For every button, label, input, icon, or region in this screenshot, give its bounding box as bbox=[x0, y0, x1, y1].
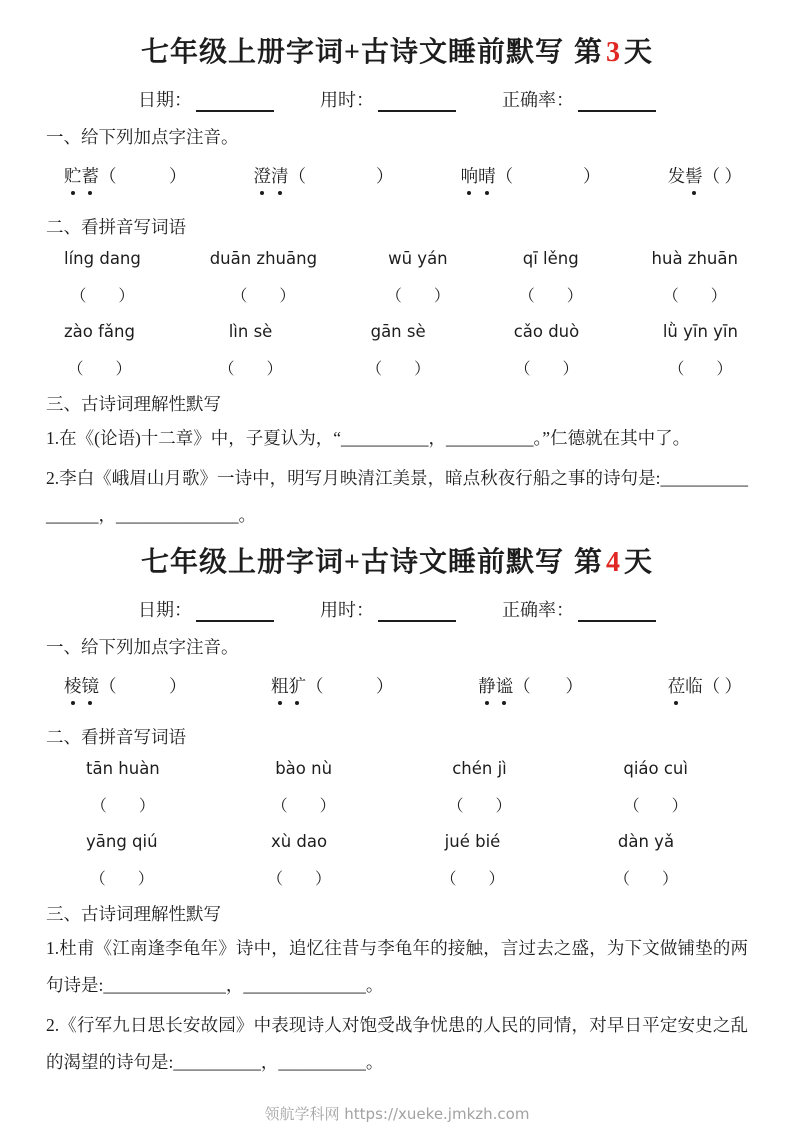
answer-paren: （ ） bbox=[267, 871, 332, 888]
footer-watermark: 领航学科网 https://xueke.jmkzh.com bbox=[264, 1105, 530, 1123]
pinyin-cell bbox=[441, 832, 505, 889]
day3-title-pre: 第 bbox=[573, 37, 603, 68]
day4-section1-heading: 一、给下列加点字注音。 bbox=[46, 637, 239, 657]
accuracy-blank bbox=[578, 90, 656, 112]
answer-paren: （ ） bbox=[440, 871, 505, 888]
day4-section2-heading: 二、看拼音写词语 bbox=[46, 727, 186, 747]
pinyin-text: lìn sè bbox=[228, 322, 273, 341]
date-label: 日期： bbox=[138, 90, 192, 110]
day4-title bbox=[46, 540, 748, 580]
word-char: 响 bbox=[461, 163, 479, 188]
answer-paren: （ ） bbox=[218, 361, 283, 378]
day4-number: 4 bbox=[605, 547, 621, 578]
accuracy-label: 正确率： bbox=[502, 600, 574, 620]
answer-paren: （ ） bbox=[366, 361, 431, 378]
day3-meta-accuracy bbox=[502, 86, 656, 112]
day4-title-pre: 第 bbox=[573, 547, 603, 578]
day4-pinyin-row2 bbox=[46, 818, 748, 891]
word-char: 谧 bbox=[496, 673, 514, 698]
answer-paren: （ ） bbox=[702, 676, 742, 696]
time-blank bbox=[378, 90, 456, 112]
pinyin-text: cǎo duò bbox=[513, 322, 580, 341]
time-blank bbox=[378, 600, 456, 622]
pinyin-text: dàn yǎ bbox=[617, 832, 675, 851]
word-item bbox=[478, 673, 583, 698]
word-char: 粗 bbox=[271, 673, 289, 698]
day4-question-1: 1.杜甫《江南逢李龟年》诗中，追忆往昔与李龟年的接触，言过去之盛，为下文做铺垫的两句诗是:______________，______________。 bbox=[46, 938, 748, 995]
word-char: 临 bbox=[685, 676, 703, 696]
day3-question-2: 2.李白《峨眉山月歌》一诗中，明写月映清江美景，暗点秋夜行船之事的诗句是:________________，______________。 bbox=[46, 468, 748, 525]
date-blank bbox=[196, 90, 274, 112]
answer-paren: （ ） bbox=[99, 166, 187, 186]
day4-title-post: 天 bbox=[623, 547, 653, 578]
pinyin-text: jué bié bbox=[444, 832, 501, 851]
accuracy-label: 正确率： bbox=[502, 90, 574, 110]
pinyin-cell bbox=[64, 322, 135, 379]
word-char: 犷 bbox=[289, 673, 307, 698]
day3-section1-heading: 一、给下列加点字注音。 bbox=[46, 127, 239, 147]
day4-meta-time bbox=[320, 596, 456, 622]
pinyin-cell bbox=[272, 759, 336, 816]
day4-meta-accuracy bbox=[502, 596, 656, 622]
pinyin-cell bbox=[514, 322, 580, 379]
answer-paren: （ ） bbox=[518, 288, 583, 305]
day4-meta-date bbox=[138, 596, 274, 622]
answer-paren: （ ） bbox=[702, 166, 742, 186]
word-item bbox=[64, 163, 187, 188]
pinyin-cell bbox=[366, 322, 430, 379]
pinyin-text: gān sè bbox=[370, 322, 426, 341]
day4-pinyin-row1 bbox=[46, 753, 748, 818]
answer-paren: （ ） bbox=[67, 361, 132, 378]
answer-paren: （ ） bbox=[447, 798, 512, 815]
pinyin-text: duān zhuāng bbox=[209, 249, 318, 268]
word-item bbox=[461, 163, 601, 188]
date-blank bbox=[196, 600, 274, 622]
day3-question-1: 1.在《(论语)十二章》中，子夏认为，“__________，__________。”仁德就在其中了。 bbox=[46, 428, 691, 448]
pinyin-text: chén jì bbox=[452, 759, 507, 778]
pinyin-text: tān huàn bbox=[86, 759, 160, 778]
word-item bbox=[668, 673, 742, 698]
pinyin-text: qiáo cuì bbox=[623, 759, 688, 778]
pinyin-cell bbox=[219, 322, 283, 379]
word-char: 清 bbox=[271, 163, 289, 188]
day3-meta-row bbox=[46, 86, 748, 112]
answer-paren: （ ） bbox=[623, 798, 688, 815]
day4-title-main: 七年级上册字词+古诗文睡前默写 bbox=[141, 547, 564, 578]
day4-block bbox=[46, 540, 748, 1081]
day3-words-row bbox=[46, 153, 748, 204]
word-char: 静 bbox=[478, 673, 496, 698]
pinyin-text: lǜ yīn yīn bbox=[662, 322, 738, 341]
pinyin-cell bbox=[652, 249, 738, 306]
answer-paren: （ ） bbox=[70, 288, 135, 305]
answer-paren: （ ） bbox=[668, 361, 733, 378]
pinyin-cell bbox=[64, 249, 141, 306]
answer-paren: （ ） bbox=[385, 288, 450, 305]
answer-paren: （ ） bbox=[271, 798, 336, 815]
pinyin-cell bbox=[86, 759, 160, 816]
day3-title-post: 天 bbox=[623, 37, 653, 68]
pinyin-text: zào fǎng bbox=[64, 322, 135, 341]
word-char: 莅 bbox=[668, 673, 686, 698]
day3-meta-date bbox=[138, 86, 274, 112]
pinyin-text: wū yán bbox=[388, 249, 448, 268]
day3-pinyin-row2 bbox=[46, 316, 748, 381]
date-label: 日期： bbox=[138, 600, 192, 620]
day3-block bbox=[46, 30, 748, 534]
answer-paren: （ ） bbox=[288, 166, 394, 186]
word-char: 髻 bbox=[685, 163, 703, 188]
accuracy-blank bbox=[578, 600, 656, 622]
answer-paren: （ ） bbox=[495, 166, 601, 186]
answer-paren: （ ） bbox=[99, 676, 187, 696]
pinyin-cell bbox=[210, 249, 317, 306]
day3-section2-heading: 二、看拼音写词语 bbox=[46, 217, 186, 237]
pinyin-cell bbox=[86, 832, 158, 889]
pinyin-cell bbox=[623, 759, 688, 816]
day4-words-row bbox=[46, 663, 748, 714]
answer-paren: （ ） bbox=[231, 288, 296, 305]
pinyin-text: bào nù bbox=[275, 759, 333, 778]
answer-paren: （ ） bbox=[514, 361, 579, 378]
answer-paren: （ ） bbox=[306, 676, 394, 696]
word-char: 蓄 bbox=[82, 163, 100, 188]
word-item bbox=[64, 673, 187, 698]
time-label: 用时： bbox=[320, 90, 374, 110]
pinyin-text: yāng qiú bbox=[86, 832, 158, 851]
pinyin-cell bbox=[614, 832, 678, 889]
day4-section3-heading: 三、古诗词理解性默写 bbox=[46, 904, 221, 924]
answer-paren: （ ） bbox=[662, 288, 727, 305]
day3-title bbox=[46, 30, 748, 70]
day4-question-2: 2.《行军九日思长安故园》中表现诗人对饱受战争忧患的人民的同情，对早日平定安史之乱的渴望的诗句是:__________，__________。 bbox=[46, 1015, 748, 1072]
word-char: 澄 bbox=[254, 163, 272, 188]
pinyin-text: qī lěng bbox=[522, 249, 579, 268]
word-char: 贮 bbox=[64, 163, 82, 188]
answer-paren: （ ） bbox=[90, 798, 155, 815]
word-item bbox=[668, 163, 742, 188]
pinyin-cell bbox=[267, 832, 331, 889]
pinyin-text: huà zhuān bbox=[651, 249, 738, 268]
word-char: 发 bbox=[667, 166, 686, 186]
answer-paren: （ ） bbox=[513, 676, 584, 696]
word-item bbox=[254, 163, 394, 188]
pinyin-cell bbox=[447, 759, 511, 816]
answer-paren: （ ） bbox=[613, 871, 678, 888]
day3-meta-time bbox=[320, 86, 456, 112]
day3-section3-heading: 三、古诗词理解性默写 bbox=[46, 394, 221, 414]
day3-title-main: 七年级上册字词+古诗文睡前默写 bbox=[141, 37, 564, 68]
pinyin-cell bbox=[386, 249, 450, 306]
day3-number: 3 bbox=[605, 37, 621, 68]
answer-paren: （ ） bbox=[89, 871, 154, 888]
day4-meta-row bbox=[46, 596, 748, 622]
pinyin-cell bbox=[663, 322, 738, 379]
day3-pinyin-row1 bbox=[46, 243, 748, 308]
pinyin-text: líng dang bbox=[64, 249, 141, 268]
word-char: 棱 bbox=[64, 673, 82, 698]
word-char: 晴 bbox=[478, 163, 496, 188]
time-label: 用时： bbox=[320, 600, 374, 620]
pinyin-cell bbox=[519, 249, 583, 306]
word-item bbox=[271, 673, 394, 698]
pinyin-text: xù dao bbox=[270, 832, 328, 851]
word-char: 镜 bbox=[82, 673, 100, 698]
